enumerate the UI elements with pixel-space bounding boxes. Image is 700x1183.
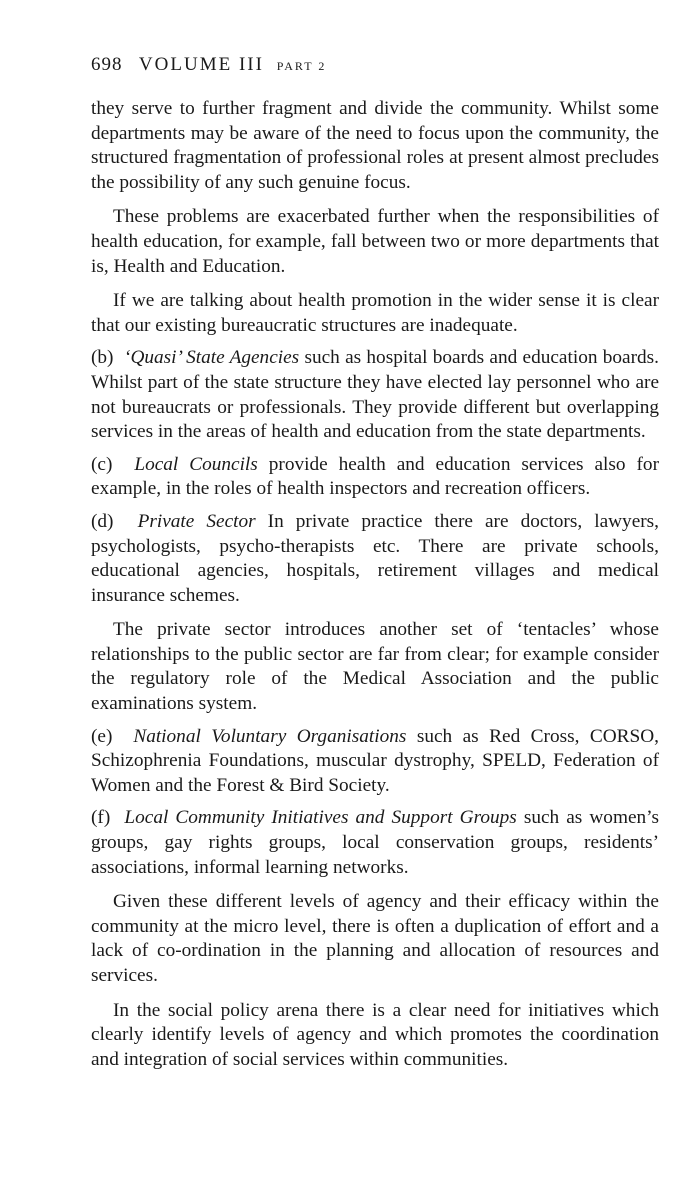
document-page [91,52,659,1072]
paragraph-continuation: they serve to further fragment and divide the community. Whilst some departments may be aware of the need to focus upon the community, the structured fragmentation of professional roles at present almost precludes the possibility of any such genuine focus. [91,98,659,193]
part-label: PART 2 [276,59,327,73]
paragraph-private-sector: The private sector introduces another set of ‘tentacles’ whose relationships to the public sector are far from clear; for example consider the regulatory role of the Medical Association and the public examinations system. [91,619,659,715]
item-e-label: (e) [91,725,113,747]
item-d [91,510,659,608]
item-d-title: Private Sector [137,510,256,532]
item-e [91,725,659,799]
item-c-title: Local Councils [134,453,258,475]
paragraph-health-promotion: If we are talking about health promotion in the wider sense it is clear that our existing bureaucratic structures are inadequate. [91,290,659,336]
item-f-title: Local Community Initiatives and Support Groups [124,807,517,829]
running-head [91,52,659,79]
item-b [91,346,659,444]
item-b-label: (b) [91,347,114,369]
item-b-title: ‘Quasi’ State Agencies [124,347,300,369]
paragraph-levels-of-agency: Given these different levels of agency and their efficacy within the community at the micro level, there is often a duplication of effort and a lack of co-ordination in the planning and allocation of resources and services. [91,891,659,986]
item-f-text: such as women’s groups, gay rights groups, local conservation groups, residents’ associations, informal learning networks. [91,807,659,878]
item-d-text: In private practice there are doctors, lawyers, psychologists, psycho-therapists etc. There are private schools, educational agencies, hospitals, retirement villages and medical insurance schemes. [91,510,659,606]
item-f-label: (f) [91,807,111,829]
item-c [91,453,659,502]
page-number: 698 [91,54,123,75]
item-c-text: provide health and education services also for example, in the roles of health inspectors and recreation officers. [91,453,659,500]
volume-label: VOLUME III [138,54,264,75]
item-f [91,806,659,880]
paragraph-social-policy: In the social policy arena there is a clear need for initiatives which clearly identify levels of agency and which promotes the coordination and integration of social services within communities. [91,999,659,1070]
item-e-text: such as Red Cross, CORSO, Schizophrenia Foundations, muscular dystrophy, SPELD, Federation of Women and the Forest & Bird Society. [91,725,659,796]
item-c-label: (c) [91,453,113,475]
item-e-title: National Voluntary Organisations [133,725,407,747]
paragraph-problems: These problems are exacerbated further when the responsibilities of health education, for example, fall between two or more departments that is, Health and Education. [91,206,659,277]
item-d-label: (d) [91,510,114,532]
item-b-text: such as hospital boards and education boards. Whilst part of the state structure they have elected lay personnel who are not bureaucrats or professionals. They provide different but overlapping services in the areas of health and education from the state departments. [91,347,659,443]
